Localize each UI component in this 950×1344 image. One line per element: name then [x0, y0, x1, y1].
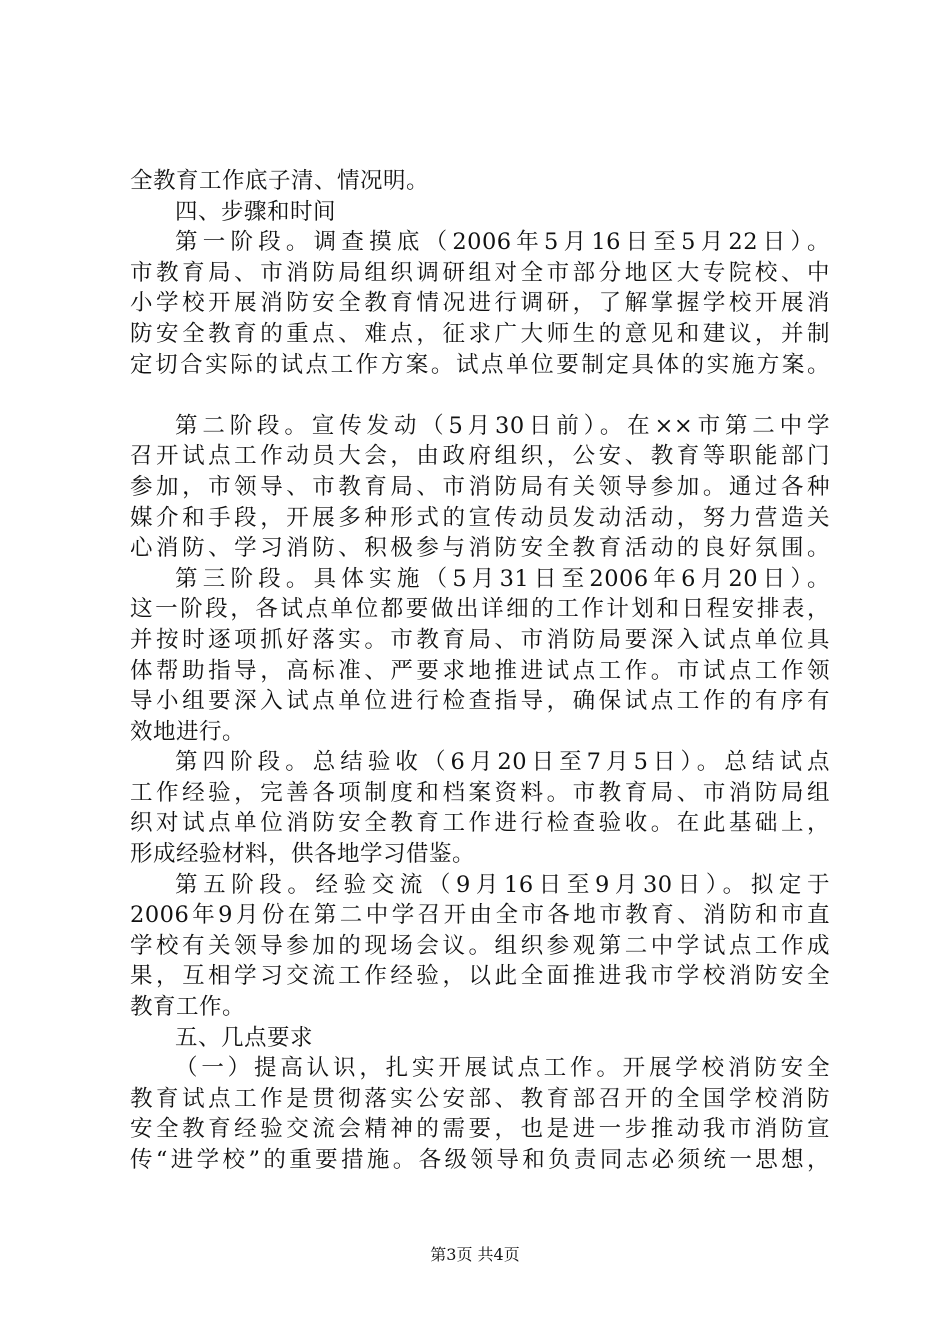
text-line: 这一阶段，各试点单位都要做出详细的工作计划和日程安排表， [130, 596, 830, 623]
text-line: 第四阶段。总结验收（6月20日至7月5日）。总结试点 [175, 749, 830, 776]
text-line: 工作经验，完善各项制度和档案资料。市教育局、市消防局组 [130, 779, 830, 806]
text-line: 媒介和手段，开展多种形式的宣传动员发动活动，努力营造关 [130, 504, 830, 531]
text-line: 第三阶段。具体实施（5月31日至2006年6月20日）。 [175, 565, 830, 592]
text-line: 体帮助指导，高标准、严要求地推进试点工作。市试点工作领 [130, 657, 830, 684]
text-line: 形成经验材料，供各地学习借鉴。 [130, 841, 476, 868]
text-line: 教育试点工作是贯彻落实公安部、教育部召开的全国学校消防 [130, 1085, 830, 1112]
text-line: 传“进学校”的重要措施。各级领导和负责同志必须统一思想， [130, 1147, 830, 1173]
text-line: 召开试点工作动员大会，由政府组织，公安、教育等职能部门 [130, 443, 830, 470]
text-line: 小学校开展消防安全教育情况进行调研，了解掌握学校开展消 [130, 290, 830, 317]
text-line: 导小组要深入试点单位进行检查指导，确保试点工作的有序有 [130, 688, 830, 715]
text-line: 安全教育经验交流会精神的需要，也是进一步推动我市消防宣 [130, 1116, 830, 1143]
text-line: 定切合实际的试点工作方案。试点单位要制定具体的实施方案。 [130, 351, 830, 378]
text-line: 果，互相学习交流工作经验，以此全面推进我市学校消防安全 [130, 963, 830, 990]
text-line: 全教育工作底子清、情况明。 [130, 168, 430, 194]
text-line: 2006年9月份在第二中学召开由全市各地市教育、消防和市直 [130, 902, 830, 929]
text-line: 织对试点单位消防安全教育工作进行检查验收。在此基础上， [130, 810, 830, 837]
text-line: （一）提高认识，扎实开展试点工作。开展学校消防安全 [175, 1055, 830, 1082]
text-line: 参加，市领导、市教育局、市消防局有关领导参加。通过各种 [130, 473, 830, 500]
text-line: 第五阶段。经验交流（9月16日至9月30日）。拟定于 [175, 871, 830, 898]
text-line: 第一阶段。调查摸底（2006年5月16日至5月22日）。 [175, 229, 830, 256]
text-line: 效地进行。 [130, 718, 246, 745]
paragraph-gap [130, 380, 830, 411]
text-line: 四、步骤和时间 [175, 198, 337, 225]
text-line: 第二阶段。宣传发动（5月30日前）。在××市第二中学 [175, 412, 830, 439]
text-line: 五、几点要求 [175, 1024, 314, 1051]
text-line: 市教育局、市消防局组织调研组对全市部分地区大专院校、中 [130, 259, 830, 286]
page-footer: 第3页 共4页 [430, 1245, 520, 1264]
text-line: 心消防、学习消防、积极参与消防安全教育活动的良好氛围。 [130, 535, 830, 562]
text-line: 教育工作。 [130, 994, 246, 1021]
text-line: 防安全教育的重点、难点，征求广大师生的意见和建议，并制 [130, 320, 830, 347]
text-line: 学校有关领导参加的现场会议。组织参观第二中学试点工作成 [130, 932, 830, 959]
text-line: 并按时逐项抓好落实。市教育局、市消防局要深入试点单位具 [130, 626, 830, 653]
document-body [130, 166, 830, 1176]
